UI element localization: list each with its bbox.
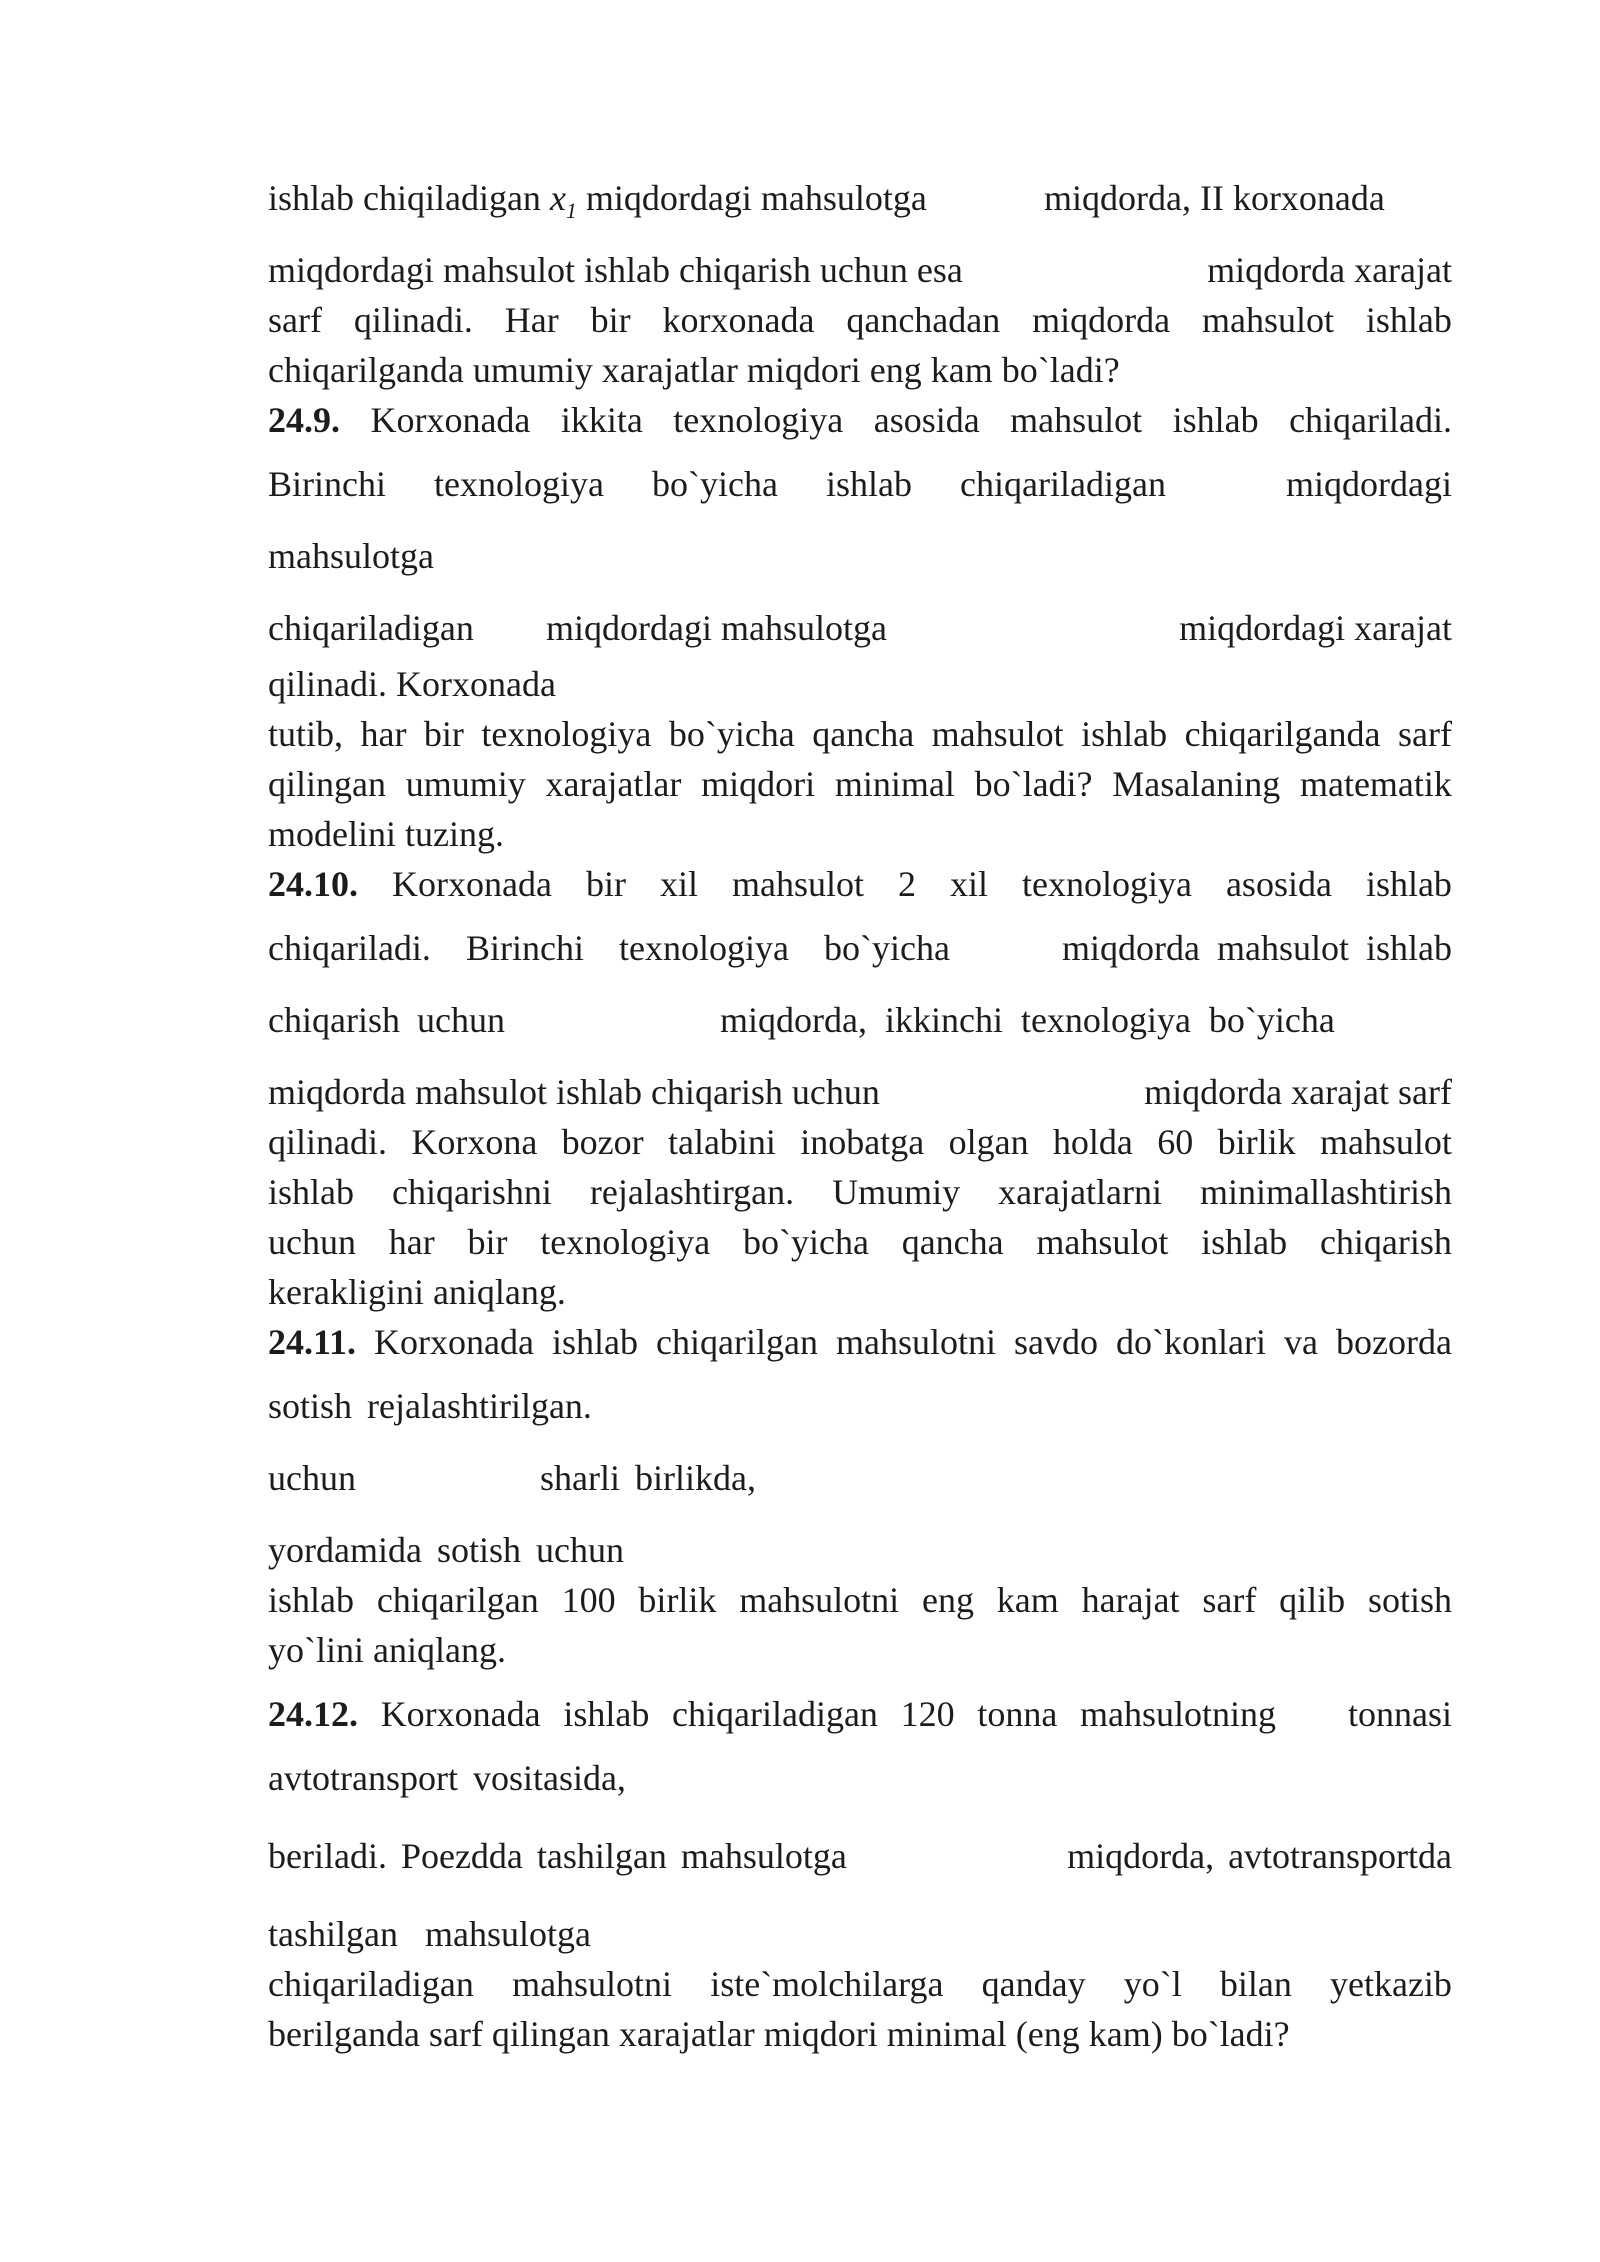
text-line-28: avtotransport vositasida,: [268, 1758, 626, 1798]
text-line-14: chiqariladi. Birinchi texnologiya bo`yicha miqdorda mahsulot ishlab: [268, 928, 1452, 968]
text-line-8: chiqariladigan miqdordagi mahsulotga miqdordagi xarajat: [268, 608, 1452, 648]
text-line-1: [268, 176, 1452, 220]
text-line-15: chiqarish uchun miqdorda, ikkinchi texnologiya bo`yicha: [268, 1000, 1335, 1040]
text-line-16: miqdorda mahsulot ishlab chiqarish uchun miqdorda xarajat sarf: [268, 1072, 1452, 1112]
text-line-5: 24.9. Korxonada ikkita texnologiya asosida mahsulot ishlab chiqariladi.: [268, 400, 1452, 440]
text-line-26: yo`lini aniqlang.: [268, 1630, 506, 1670]
text-line-21: 24.11. Korxonada ishlab chiqarilgan mahsulotni savdo do`konlari va bozorda: [268, 1322, 1452, 1362]
text-line-19: uchun har bir texnologiya bo`yicha qancha mahsulot ishlab chiqarish: [268, 1222, 1452, 1262]
text-line-24: yordamida sotish uchun: [268, 1530, 624, 1570]
text-line-20: kerakligini aniqlang.: [268, 1272, 566, 1312]
problem-number: 24.9.: [268, 400, 340, 440]
text-line-22: sotish rejalashtirilgan.: [268, 1386, 592, 1426]
text-line-30: tashilgan mahsulotga: [268, 1914, 591, 1954]
text-line-11: qilingan umumiy xarajatlar miqdori minimal bo`ladi? Masalaning matematik: [268, 764, 1452, 804]
text-line-23: uchun sharli birlikda,: [268, 1458, 756, 1498]
text-line-32: berilganda sarf qilingan xarajatlar miqdori minimal (eng kam) bo`ladi?: [268, 2014, 1290, 2054]
text-line-4: chiqarilganda umumiy xarajatlar miqdori eng kam bo`ladi?: [268, 350, 1120, 390]
text-segment: miqdorda, II korxonada: [1044, 178, 1385, 218]
text-line-2: [268, 248, 1452, 292]
text-line-27: 24.12. Korxonada ishlab chiqariladigan 120 tonna mahsulotning tonnasi: [268, 1694, 1452, 1734]
text-segment: miqdorda xarajat: [1207, 250, 1452, 290]
problem-number: 24.12.: [268, 1694, 358, 1734]
text-line-29: beriladi. Poezdda tashilgan mahsulotga miqdorda, avtotransportda: [268, 1836, 1452, 1876]
text-line-9: qilinadi. Korxonada: [268, 664, 556, 704]
text-line-7: mahsulotga: [268, 536, 434, 576]
text-line-6: Birinchi texnologiya bo`yicha ishlab chiqariladigan miqdordagi: [268, 464, 1452, 504]
text-line-3: sarf qilinadi. Har bir korxonada qanchadan miqdorda mahsulot ishlab: [268, 300, 1452, 340]
text-line-25: ishlab chiqarilgan 100 birlik mahsulotni eng kam harajat sarf qilib sotish: [268, 1580, 1452, 1620]
text-segment: miqdordagi mahsulotga: [585, 178, 927, 218]
text-segment: ishlab chiqiladigan: [268, 178, 541, 218]
variable-x1: $x_1$: [549, 178, 577, 220]
text-line-13: 24.10. Korxonada bir xil mahsulot 2 xil texnologiya asosida ishlab: [268, 864, 1452, 904]
text-line-17: qilinadi. Korxona bozor talabini inobatga olgan holda 60 birlik mahsulot: [268, 1122, 1452, 1162]
text-line-12: modelini tuzing.: [268, 814, 504, 854]
problem-number: 24.10.: [268, 864, 358, 904]
text-line-31: chiqariladigan mahsulotni iste`molchilarga qanday yo`l bilan yetkazib: [268, 1964, 1452, 2004]
problem-number: 24.11.: [268, 1322, 357, 1362]
text-line-18: ishlab chiqarishni rejalashtirgan. Umumiy xarajatlarni minimallashtirish: [268, 1172, 1452, 1212]
text-line-10: tutib, har bir texnologiya bo`yicha qancha mahsulot ishlab chiqarilganda sarf: [268, 714, 1452, 754]
text-segment: miqdordagi mahsulot ishlab chiqarish uchun esa: [268, 250, 963, 290]
